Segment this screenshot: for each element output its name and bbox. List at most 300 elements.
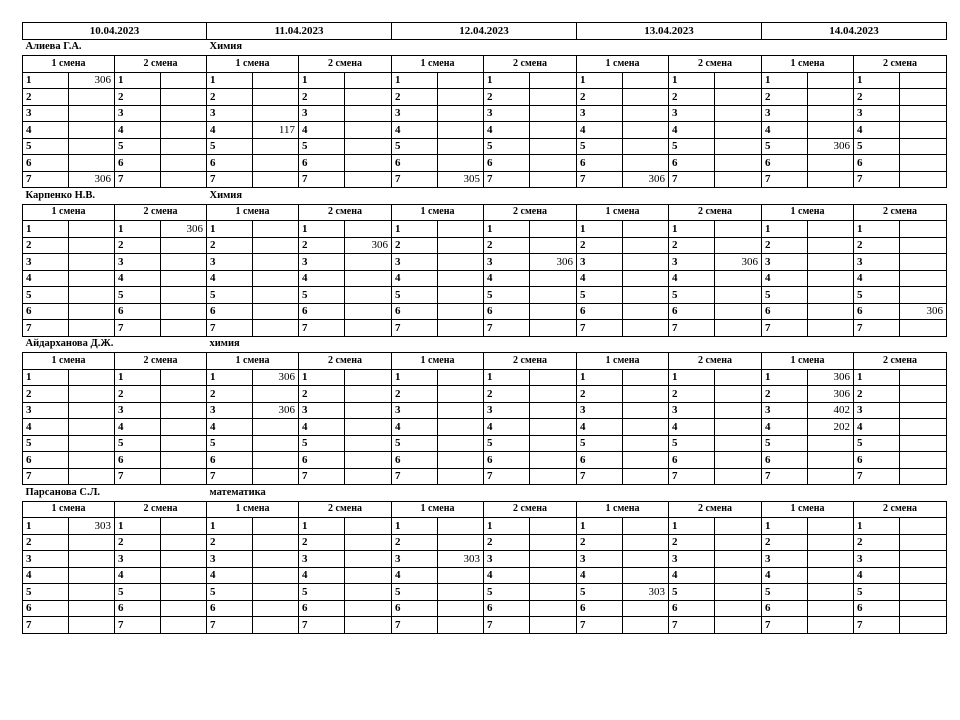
room-cell [438, 122, 484, 139]
room-cell [161, 89, 207, 106]
room-cell [69, 122, 115, 139]
lesson-number: 5 [854, 435, 900, 452]
room-cell [345, 584, 392, 601]
room-cell [530, 155, 577, 172]
room-cell [715, 567, 762, 584]
lesson-number: 2 [484, 386, 530, 403]
lesson-number: 4 [854, 567, 900, 584]
shift-header: 1 смена [762, 353, 854, 370]
lesson-number: 4 [762, 419, 808, 436]
room-cell [715, 105, 762, 122]
room-cell: 306 [69, 171, 115, 188]
lesson-number: 5 [762, 138, 808, 155]
lesson-number: 6 [854, 303, 900, 320]
room-cell [623, 270, 669, 287]
room-cell [900, 155, 947, 172]
room-cell [808, 534, 854, 551]
room-cell [345, 534, 392, 551]
lesson-number: 3 [392, 551, 438, 568]
lesson-number: 3 [392, 254, 438, 271]
room-cell [808, 452, 854, 469]
shift-header: 1 смена [207, 353, 299, 370]
room-cell [715, 369, 762, 386]
room-cell: 306 [900, 303, 947, 320]
lesson-number: 1 [23, 518, 69, 535]
lesson-number: 3 [299, 254, 345, 271]
lesson-number: 6 [669, 452, 715, 469]
room-cell [623, 551, 669, 568]
lesson-number: 6 [207, 452, 253, 469]
shift-header-row [23, 204, 947, 221]
room-cell [530, 419, 577, 436]
lesson-number: 6 [299, 600, 345, 617]
lesson-number: 7 [392, 617, 438, 634]
room-cell [900, 89, 947, 106]
shift-header: 1 смена [577, 501, 669, 518]
room-cell [253, 171, 299, 188]
lesson-row [23, 551, 947, 568]
room-cell [623, 138, 669, 155]
room-cell [530, 435, 577, 452]
lesson-number: 5 [115, 584, 161, 601]
room-cell [808, 89, 854, 106]
room-cell [530, 89, 577, 106]
lesson-number: 6 [23, 452, 69, 469]
lesson-number: 6 [484, 155, 530, 172]
lesson-number: 2 [854, 386, 900, 403]
lesson-number: 7 [392, 320, 438, 337]
room-cell [345, 303, 392, 320]
room-cell [253, 237, 299, 254]
lesson-number: 1 [392, 369, 438, 386]
room-cell: 306 [253, 402, 299, 419]
room-cell [69, 105, 115, 122]
room-cell [623, 221, 669, 238]
room-cell [161, 303, 207, 320]
room-cell [69, 89, 115, 106]
lesson-number: 3 [484, 551, 530, 568]
date-header: 13.04.2023 [577, 23, 762, 40]
room-cell [530, 303, 577, 320]
lesson-number: 1 [23, 221, 69, 238]
lesson-number: 2 [484, 89, 530, 106]
teacher-row [23, 188, 947, 205]
lesson-number: 5 [207, 287, 253, 304]
room-cell [530, 534, 577, 551]
lesson-number: 6 [577, 155, 623, 172]
lesson-number: 5 [207, 435, 253, 452]
room-cell [161, 584, 207, 601]
room-cell [530, 237, 577, 254]
lesson-number: 7 [854, 320, 900, 337]
lesson-number: 6 [115, 155, 161, 172]
lesson-number: 7 [484, 320, 530, 337]
room-cell [69, 270, 115, 287]
lesson-number: 7 [207, 468, 253, 485]
room-cell [345, 386, 392, 403]
shift-header: 1 смена [762, 501, 854, 518]
date-header-row [23, 23, 947, 40]
lesson-number: 6 [577, 303, 623, 320]
lesson-number: 7 [854, 468, 900, 485]
room-cell [438, 89, 484, 106]
lesson-number: 5 [669, 287, 715, 304]
lesson-number: 4 [577, 122, 623, 139]
room-cell [900, 254, 947, 271]
room-cell [438, 138, 484, 155]
lesson-row [23, 386, 947, 403]
room-cell [253, 254, 299, 271]
room-cell [623, 237, 669, 254]
room-cell [161, 452, 207, 469]
room-cell [900, 419, 947, 436]
lesson-number: 4 [762, 122, 808, 139]
lesson-number: 5 [207, 584, 253, 601]
lesson-number: 7 [669, 320, 715, 337]
shift-header: 1 смена [577, 353, 669, 370]
room-cell [345, 518, 392, 535]
lesson-number: 4 [577, 567, 623, 584]
room-cell [900, 567, 947, 584]
lesson-number: 6 [669, 303, 715, 320]
room-cell [253, 617, 299, 634]
lesson-number: 7 [669, 617, 715, 634]
lesson-number: 3 [115, 402, 161, 419]
shift-header: 2 смена [854, 204, 947, 221]
room-cell [808, 221, 854, 238]
lesson-number: 3 [115, 254, 161, 271]
room-cell [69, 567, 115, 584]
lesson-number: 6 [299, 155, 345, 172]
lesson-row [23, 171, 947, 188]
room-cell [345, 89, 392, 106]
room-cell [808, 468, 854, 485]
lesson-number: 4 [484, 419, 530, 436]
lesson-number: 6 [23, 303, 69, 320]
lesson-number: 6 [299, 452, 345, 469]
lesson-number: 5 [299, 138, 345, 155]
lesson-number: 4 [484, 270, 530, 287]
shift-header: 1 смена [762, 56, 854, 73]
lesson-number: 2 [23, 89, 69, 106]
room-cell [345, 551, 392, 568]
date-header: 10.04.2023 [23, 23, 207, 40]
room-cell [438, 72, 484, 89]
shift-header: 1 смена [23, 56, 115, 73]
lesson-row [23, 254, 947, 271]
lesson-number: 3 [23, 402, 69, 419]
room-cell [530, 518, 577, 535]
lesson-number: 7 [299, 320, 345, 337]
lesson-number: 5 [577, 287, 623, 304]
room-cell [438, 287, 484, 304]
lesson-number: 7 [484, 171, 530, 188]
shift-header: 1 смена [762, 204, 854, 221]
lesson-number: 1 [762, 221, 808, 238]
room-cell [345, 72, 392, 89]
room-cell [161, 287, 207, 304]
lesson-number: 2 [484, 237, 530, 254]
lesson-number: 5 [762, 287, 808, 304]
lesson-number: 7 [115, 617, 161, 634]
shift-header: 2 смена [854, 56, 947, 73]
lesson-number: 2 [669, 386, 715, 403]
lesson-number: 4 [392, 419, 438, 436]
lesson-number: 2 [207, 386, 253, 403]
lesson-number: 1 [115, 369, 161, 386]
lesson-number: 3 [577, 254, 623, 271]
room-cell [808, 617, 854, 634]
lesson-number: 4 [854, 122, 900, 139]
room-cell [715, 402, 762, 419]
room-cell [900, 270, 947, 287]
room-cell [438, 419, 484, 436]
shift-header: 1 смена [207, 501, 299, 518]
lesson-number: 5 [484, 435, 530, 452]
room-cell [715, 287, 762, 304]
lesson-number: 6 [669, 155, 715, 172]
shift-header: 2 смена [299, 501, 392, 518]
room-cell [69, 369, 115, 386]
room-cell [623, 452, 669, 469]
room-cell [69, 155, 115, 172]
lesson-number: 6 [762, 155, 808, 172]
lesson-number: 1 [669, 518, 715, 535]
lesson-number: 6 [23, 600, 69, 617]
room-cell [530, 551, 577, 568]
lesson-number: 7 [577, 171, 623, 188]
subject-name: математика [209, 486, 266, 498]
lesson-row [23, 534, 947, 551]
room-cell: 303 [69, 518, 115, 535]
lesson-number: 1 [577, 518, 623, 535]
room-cell [900, 600, 947, 617]
room-cell [715, 122, 762, 139]
room-cell [438, 270, 484, 287]
lesson-number: 2 [299, 534, 345, 551]
lesson-row [23, 435, 947, 452]
room-cell [345, 452, 392, 469]
room-cell [438, 254, 484, 271]
lesson-number: 3 [854, 254, 900, 271]
room-cell [808, 584, 854, 601]
lesson-number: 2 [854, 237, 900, 254]
room-cell [438, 155, 484, 172]
lesson-number: 7 [299, 468, 345, 485]
room-cell [438, 567, 484, 584]
shift-header: 2 смена [669, 56, 762, 73]
lesson-number: 6 [762, 303, 808, 320]
shift-header: 1 смена [207, 56, 299, 73]
room-cell [161, 320, 207, 337]
teacher-name: Карпенко Н.В. [25, 189, 96, 201]
lesson-number: 7 [23, 468, 69, 485]
lesson-number: 1 [299, 221, 345, 238]
room-cell [253, 534, 299, 551]
lesson-number: 7 [669, 171, 715, 188]
room-cell [69, 386, 115, 403]
lesson-number: 1 [854, 72, 900, 89]
room-cell [438, 320, 484, 337]
room-cell [69, 320, 115, 337]
lesson-number: 4 [115, 122, 161, 139]
room-cell [69, 419, 115, 436]
room-cell: 306 [808, 138, 854, 155]
lesson-number: 3 [299, 551, 345, 568]
lesson-number: 3 [207, 105, 253, 122]
room-cell [623, 534, 669, 551]
lesson-number: 7 [484, 468, 530, 485]
date-header: 11.04.2023 [207, 23, 392, 40]
lesson-number: 5 [762, 584, 808, 601]
lesson-row [23, 303, 947, 320]
lesson-number: 7 [23, 171, 69, 188]
lesson-number: 4 [392, 567, 438, 584]
lesson-number: 4 [392, 270, 438, 287]
lesson-number: 2 [669, 89, 715, 106]
lesson-number: 1 [299, 369, 345, 386]
room-cell [161, 105, 207, 122]
room-cell [345, 171, 392, 188]
lesson-number: 2 [392, 89, 438, 106]
room-cell [623, 287, 669, 304]
lesson-number: 5 [299, 435, 345, 452]
room-cell [253, 155, 299, 172]
room-cell [345, 287, 392, 304]
lesson-number: 5 [854, 138, 900, 155]
shift-header: 2 смена [669, 353, 762, 370]
lesson-number: 7 [115, 320, 161, 337]
room-cell: 303 [623, 584, 669, 601]
lesson-number: 5 [392, 287, 438, 304]
lesson-number: 4 [207, 270, 253, 287]
lesson-number: 4 [669, 270, 715, 287]
lesson-number: 5 [762, 435, 808, 452]
room-cell [253, 287, 299, 304]
room-cell [253, 270, 299, 287]
shift-header: 2 смена [669, 204, 762, 221]
lesson-number: 2 [577, 534, 623, 551]
room-cell [900, 468, 947, 485]
room-cell [530, 171, 577, 188]
room-cell [900, 617, 947, 634]
room-cell [623, 369, 669, 386]
room-cell [161, 534, 207, 551]
room-cell [715, 171, 762, 188]
shift-header: 2 смена [669, 501, 762, 518]
lesson-number: 6 [207, 155, 253, 172]
subject-name: Химия [209, 41, 243, 53]
lesson-number: 2 [115, 534, 161, 551]
lesson-number: 1 [299, 518, 345, 535]
room-cell [253, 89, 299, 106]
lesson-number: 7 [23, 320, 69, 337]
lesson-number: 1 [207, 72, 253, 89]
lesson-number: 6 [762, 600, 808, 617]
room-cell [808, 551, 854, 568]
room-cell [808, 567, 854, 584]
lesson-row [23, 452, 947, 469]
lesson-number: 1 [207, 221, 253, 238]
lesson-row [23, 600, 947, 617]
room-cell [900, 551, 947, 568]
lesson-number: 2 [854, 534, 900, 551]
room-cell [715, 617, 762, 634]
room-cell [900, 105, 947, 122]
room-cell [715, 551, 762, 568]
lesson-number: 1 [854, 221, 900, 238]
lesson-row [23, 221, 947, 238]
lesson-number: 2 [299, 237, 345, 254]
room-cell [69, 221, 115, 238]
room-cell [253, 518, 299, 535]
lesson-number: 3 [484, 105, 530, 122]
lesson-number: 4 [577, 419, 623, 436]
room-cell: 306 [623, 171, 669, 188]
shift-header: 2 смена [299, 204, 392, 221]
lesson-number: 7 [577, 617, 623, 634]
lesson-number: 1 [299, 72, 345, 89]
lesson-number: 6 [23, 155, 69, 172]
shift-header: 2 смена [299, 353, 392, 370]
lesson-number: 6 [392, 452, 438, 469]
room-cell [715, 518, 762, 535]
lesson-number: 1 [392, 72, 438, 89]
lesson-number: 6 [115, 600, 161, 617]
lesson-number: 3 [207, 551, 253, 568]
room-cell [438, 452, 484, 469]
room-cell [345, 402, 392, 419]
lesson-number: 7 [392, 171, 438, 188]
lesson-number: 1 [115, 518, 161, 535]
room-cell [623, 386, 669, 403]
lesson-number: 1 [484, 518, 530, 535]
lesson-number: 4 [762, 270, 808, 287]
room-cell [69, 254, 115, 271]
lesson-number: 3 [484, 402, 530, 419]
lesson-number: 2 [299, 386, 345, 403]
lesson-number: 5 [207, 138, 253, 155]
lesson-number: 3 [23, 551, 69, 568]
lesson-number: 6 [577, 600, 623, 617]
room-cell [900, 171, 947, 188]
room-cell [345, 155, 392, 172]
room-cell [715, 89, 762, 106]
shift-header: 1 смена [392, 353, 484, 370]
lesson-number: 1 [577, 369, 623, 386]
room-cell [69, 617, 115, 634]
room-cell [715, 468, 762, 485]
room-cell [900, 435, 947, 452]
lesson-number: 6 [854, 600, 900, 617]
lesson-number: 7 [762, 468, 808, 485]
room-cell [345, 270, 392, 287]
lesson-number: 2 [484, 534, 530, 551]
room-cell: 306 [161, 221, 207, 238]
room-cell [900, 122, 947, 139]
room-cell [253, 435, 299, 452]
room-cell [530, 386, 577, 403]
shift-header: 1 смена [207, 204, 299, 221]
room-cell [715, 303, 762, 320]
room-cell [253, 584, 299, 601]
lesson-number: 5 [392, 584, 438, 601]
lesson-number: 3 [23, 254, 69, 271]
lesson-number: 1 [484, 72, 530, 89]
room-cell [438, 617, 484, 634]
lesson-number: 7 [484, 617, 530, 634]
lesson-number: 7 [207, 171, 253, 188]
